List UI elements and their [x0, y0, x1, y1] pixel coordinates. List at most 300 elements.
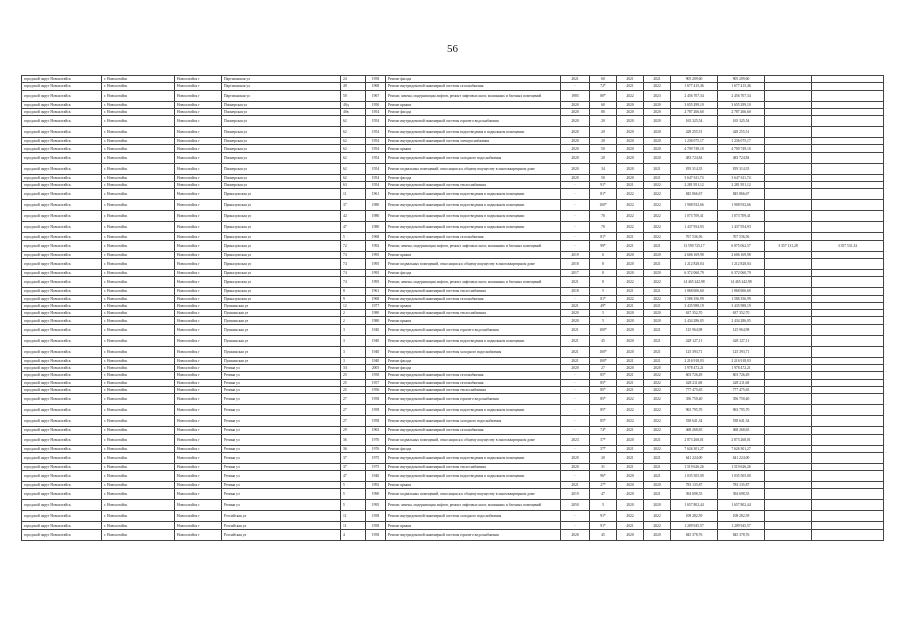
local-cost-cell: [812, 511, 884, 522]
wear-percent-cell: 85*: [590, 394, 617, 405]
build-year-cell: 1980: [366, 200, 386, 211]
end-year-cell: 2020: [644, 310, 671, 317]
regional-cost-cell: [765, 463, 812, 470]
locality-cell: г. Новоалтайск: [102, 211, 175, 222]
house-number-cell: 11: [341, 189, 366, 200]
total-cost-cell: 3 647 611,74: [671, 174, 718, 181]
last-repair-year-cell: 2023: [561, 434, 590, 445]
build-year-cell: 1958: [366, 76, 386, 83]
build-year-cell: 1961: [366, 288, 386, 295]
locality-cell: г. Новоалтайск: [102, 317, 175, 324]
municipality-cell: городской округ Новоалтайск: [22, 152, 102, 163]
wear-percent-cell: 57*: [590, 445, 617, 452]
local-cost-cell: [812, 445, 884, 452]
build-year-cell: 1954: [366, 116, 386, 127]
work-type-cell: Ремонт внутридомовой инженерной системы теплоснабжения: [386, 288, 561, 295]
settlement-cell: Новоалтайск г: [175, 145, 222, 152]
end-year-cell: 2021: [644, 302, 671, 309]
local-cost-cell: [812, 76, 884, 83]
build-year-cell: 1975: [366, 452, 386, 463]
work-type-cell: Ремонт внутридомовой инженерной системы водоотведения в подвальном помещении: [386, 127, 561, 138]
end-year-cell: 2022: [644, 386, 671, 393]
table-row: [22, 200, 884, 211]
total-cost-cell: 2 281 951,12: [671, 182, 718, 189]
regional-cost-cell: [765, 394, 812, 405]
regional-cost-cell: [765, 379, 812, 386]
wear-percent-cell: 8: [590, 277, 617, 288]
house-number-cell: 3: [341, 335, 366, 346]
local-cost-cell: [812, 529, 884, 540]
locality-cell: г. Новоалтайск: [102, 108, 175, 115]
end-year-cell: 2022: [644, 211, 671, 222]
work-type-cell: Ремонт фасада: [386, 365, 561, 372]
total-cost-cell: 819 314,35: [671, 163, 718, 174]
regional-cost-cell: [765, 83, 812, 90]
last-repair-year-cell: -: [561, 471, 590, 482]
work-type-cell: Ремонт внутридомовой инженерной системы холодного водоснабжения: [386, 511, 561, 522]
work-type-cell: Ремонт внутридомовой инженерной системы водоотведения в подвальном помещении: [386, 189, 561, 200]
municipality-cell: городской округ Новоалтайск: [22, 379, 102, 386]
end-year-cell: 2022: [644, 416, 671, 427]
last-repair-year-cell: -: [561, 394, 590, 405]
total-cost-cell: 394 698,35: [671, 489, 718, 500]
settlement-cell: Новоалтайск г: [175, 189, 222, 200]
table-row: [22, 152, 884, 163]
house-number-cell: 29: [341, 427, 366, 434]
fund-cost-cell: 1 073 709,41: [718, 211, 765, 222]
build-year-cell: 1995: [366, 269, 386, 276]
table-row: [22, 317, 884, 324]
work-type-cell: Ремонт фасада: [386, 174, 561, 181]
settlement-cell: Новоалтайск г: [175, 416, 222, 427]
settlement-cell: Новоалтайск г: [175, 152, 222, 163]
local-cost-cell: [812, 317, 884, 324]
house-number-cell: 24: [341, 76, 366, 83]
municipality-cell: городской округ Новоалтайск: [22, 471, 102, 482]
build-year-cell: 1977: [366, 302, 386, 309]
end-year-cell: 2022: [644, 427, 671, 434]
end-year-cell: 2020: [644, 101, 671, 108]
table-row: [22, 288, 884, 295]
total-cost-cell: 845 866,67: [671, 189, 718, 200]
regional-cost-cell: [765, 288, 812, 295]
regional-cost-cell: [765, 127, 812, 138]
build-year-cell: 1975: [366, 463, 386, 470]
regional-cost-cell: [765, 365, 812, 372]
end-year-cell: 2020: [644, 529, 671, 540]
start-year-cell: 2020: [617, 251, 644, 258]
build-year-cell: 1958: [366, 394, 386, 405]
total-cost-cell: 637 352,70: [671, 310, 718, 317]
table-row: [22, 138, 884, 145]
regional-cost-cell: [765, 108, 812, 115]
table-row: [22, 189, 884, 200]
house-number-cell: 62: [341, 138, 366, 145]
wear-percent-cell: 8: [590, 258, 617, 269]
house-number-cell: 37: [341, 452, 366, 463]
street-cell: Репина ул: [222, 434, 341, 445]
street-cell: Пушкинская ул: [222, 302, 341, 309]
work-type-cell: Ремонт, замена, модернизация лифтов, ремонт лифтовых шахт, машинных и блочных помещений: [386, 277, 561, 288]
fund-cost-cell: 2 216 918,03: [718, 357, 765, 364]
start-year-cell: 2022: [617, 90, 644, 101]
total-cost-cell: 108 282,59: [671, 511, 718, 522]
start-year-cell: 2020: [617, 471, 644, 482]
house-number-cell: 5: [341, 489, 366, 500]
start-year-cell: 2020: [617, 482, 644, 489]
wear-percent-cell: 50: [590, 145, 617, 152]
wear-percent-cell: 34: [590, 163, 617, 174]
total-cost-cell: 165 325,54: [671, 116, 718, 127]
house-number-cell: 62: [341, 174, 366, 181]
municipality-cell: городской округ Новоалтайск: [22, 452, 102, 463]
local-cost-cell: [812, 182, 884, 189]
end-year-cell: 2022: [644, 182, 671, 189]
work-type-cell: Ремонт подвальных помещений, относящихся к общему имуществу в многоквартирном доме: [386, 434, 561, 445]
total-cost-cell: 1 236 075,17: [671, 138, 718, 145]
last-repair-year-cell: 2021: [561, 302, 590, 309]
settlement-cell: Новоалтайск г: [175, 310, 222, 317]
municipality-cell: городской округ Новоалтайск: [22, 489, 102, 500]
total-cost-cell: 1 868 606,60: [671, 288, 718, 295]
fund-cost-cell: 963 795,70: [718, 405, 765, 416]
start-year-cell: 2021: [617, 452, 644, 463]
work-type-cell: Ремонт внутридомовой инженерной системы газоснабжения: [386, 295, 561, 302]
settlement-cell: Новоалтайск г: [175, 251, 222, 258]
end-year-cell: 2022: [644, 394, 671, 405]
work-type-cell: Ремонт внутридомовой инженерной системы газоснабжения: [386, 233, 561, 240]
start-year-cell: 2021: [617, 288, 644, 295]
street-cell: Репина ул: [222, 386, 341, 393]
fund-cost-cell: 6 875 062,57: [718, 240, 765, 251]
total-cost-cell: 1 073 709,41: [671, 211, 718, 222]
last-repair-year-cell: -: [561, 416, 590, 427]
municipality-cell: городской округ Новоалтайск: [22, 394, 102, 405]
municipality-cell: городской округ Новоалтайск: [22, 258, 102, 269]
municipality-cell: городской округ Новоалтайск: [22, 189, 102, 200]
fund-cost-cell: 1 586 356,99: [718, 295, 765, 302]
street-cell: Пушкинская ул: [222, 357, 341, 364]
capital-repair-table: [21, 75, 884, 541]
wear-percent-cell: 5: [590, 310, 617, 317]
street-cell: Репина ул: [222, 463, 341, 470]
house-number-cell: 62: [341, 127, 366, 138]
municipality-cell: городской округ Новоалтайск: [22, 127, 102, 138]
locality-cell: г. Новоалтайск: [102, 138, 175, 145]
work-type-cell: Ремонт подвальных помещений, относящихся к общему имуществу в многоквартирном доме: [386, 258, 561, 269]
local-cost-cell: [812, 83, 884, 90]
wear-percent-cell: 81*: [590, 233, 617, 240]
house-number-cell: 50: [341, 90, 366, 101]
build-year-cell: 1992: [366, 482, 386, 489]
municipality-cell: городской округ Новоалтайск: [22, 416, 102, 427]
street-cell: Пионерская ул: [222, 152, 341, 163]
settlement-cell: Новоалтайск г: [175, 277, 222, 288]
municipality-cell: городской округ Новоалтайск: [22, 233, 102, 240]
start-year-cell: 2020: [617, 324, 644, 335]
start-year-cell: 2020: [617, 269, 644, 276]
build-year-cell: 1954: [366, 163, 386, 174]
table-row: [22, 357, 884, 364]
table-row: [22, 211, 884, 222]
build-year-cell: 1954: [366, 174, 386, 181]
fund-cost-cell: 428 211,68: [718, 379, 765, 386]
build-year-cell: 1958: [366, 416, 386, 427]
wear-percent-cell: 5: [590, 317, 617, 324]
street-cell: Репина ул: [222, 471, 341, 482]
last-repair-year-cell: -: [561, 386, 590, 393]
street-cell: Репина ул: [222, 405, 341, 416]
house-number-cell: 2: [341, 310, 366, 317]
settlement-cell: Новоалтайск г: [175, 101, 222, 108]
wear-percent-cell: 27: [590, 365, 617, 372]
house-number-cell: 74: [341, 258, 366, 269]
fund-cost-cell: 1 908 932,66: [718, 200, 765, 211]
settlement-cell: Новоалтайск г: [175, 127, 222, 138]
wear-percent-cell: 8: [590, 269, 617, 276]
local-cost-cell: [812, 416, 884, 427]
local-cost-cell: [812, 101, 884, 108]
street-cell: Репина ул: [222, 445, 341, 452]
regional-cost-cell: [765, 269, 812, 276]
locality-cell: г. Новоалтайск: [102, 427, 175, 434]
municipality-cell: городской округ Новоалтайск: [22, 511, 102, 522]
house-number-cell: 37: [341, 200, 366, 211]
settlement-cell: Новоалтайск г: [175, 522, 222, 529]
municipality-cell: городской округ Новоалтайск: [22, 269, 102, 276]
last-repair-year-cell: 2020: [561, 174, 590, 181]
work-type-cell: Ремонт фасада: [386, 445, 561, 452]
build-year-cell: 2005: [366, 365, 386, 372]
municipality-cell: городской округ Новоалтайск: [22, 346, 102, 357]
table-row: [22, 174, 884, 181]
end-year-cell: 2021: [644, 258, 671, 269]
start-year-cell: 2020: [617, 116, 644, 127]
regional-cost-cell: [765, 251, 812, 258]
street-cell: Российская ул: [222, 529, 341, 540]
regional-cost-cell: [765, 405, 812, 416]
municipality-cell: городской округ Новоалтайск: [22, 522, 102, 529]
table-row: [22, 277, 884, 288]
work-type-cell: Ремонт подвальных помещений, относящихся к общему имуществу в многоквартирном доме: [386, 489, 561, 500]
last-repair-year-cell: -: [561, 295, 590, 302]
street-cell: Прикалужская ул: [222, 258, 341, 269]
local-cost-cell: [812, 277, 884, 288]
total-cost-cell: 14 465 242,98: [671, 277, 718, 288]
street-cell: Российская ул: [222, 511, 341, 522]
work-type-cell: Ремонт внутридомовой инженерной системы водоотведения в подвальном помещении: [386, 211, 561, 222]
fund-cost-cell: 767 536,56: [718, 233, 765, 240]
last-repair-year-cell: 2020: [561, 116, 590, 127]
end-year-cell: 2020: [644, 500, 671, 511]
table-row: [22, 90, 884, 101]
work-type-cell: Ремонт внутридомовой инженерной системы горячего водоснабжения: [386, 529, 561, 540]
locality-cell: г. Новоалтайск: [102, 251, 175, 258]
table-row: [22, 76, 884, 83]
end-year-cell: 2022: [644, 522, 671, 529]
last-repair-year-cell: -: [561, 182, 590, 189]
start-year-cell: 2021: [617, 357, 644, 364]
house-number-cell: 4: [341, 529, 366, 540]
wear-percent-cell: 81*: [590, 189, 617, 200]
total-cost-cell: 483 724,84: [671, 152, 718, 163]
table-row: [22, 471, 884, 482]
settlement-cell: Новоалтайск г: [175, 346, 222, 357]
house-number-cell: 12: [341, 302, 366, 309]
start-year-cell: 2021: [617, 372, 644, 379]
locality-cell: г. Новоалтайск: [102, 90, 175, 101]
wear-percent-cell: 20: [590, 116, 617, 127]
house-number-cell: 74: [341, 251, 366, 258]
table-row: [22, 346, 884, 357]
total-cost-cell: 1 908 932,66: [671, 200, 718, 211]
table-row: [22, 365, 884, 372]
locality-cell: г. Новоалтайск: [102, 152, 175, 163]
start-year-cell: 2021: [617, 240, 644, 251]
fund-cost-cell: 2 787 266,60: [718, 108, 765, 115]
local-cost-cell: [812, 145, 884, 152]
locality-cell: г. Новоалтайск: [102, 529, 175, 540]
settlement-cell: Новоалтайск г: [175, 258, 222, 269]
local-cost-cell: [812, 482, 884, 489]
end-year-cell: 2021: [644, 357, 671, 364]
house-number-cell: 62: [341, 163, 366, 174]
start-year-cell: 2020: [617, 258, 644, 269]
locality-cell: г. Новоалтайск: [102, 163, 175, 174]
build-year-cell: 1958: [366, 522, 386, 529]
table-row: [22, 258, 884, 269]
fund-cost-cell: 2 434 286,05: [718, 317, 765, 324]
wear-percent-cell: 74*: [590, 427, 617, 434]
fund-cost-cell: 641 224,00: [718, 452, 765, 463]
work-type-cell: Ремонт внутридомовой инженерной системы электроснабжения: [386, 138, 561, 145]
municipality-cell: городской округ Новоалтайск: [22, 163, 102, 174]
table-row: [22, 269, 884, 276]
table-row: [22, 416, 884, 427]
wear-percent-cell: 72*: [590, 83, 617, 90]
last-repair-year-cell: 2020: [561, 463, 590, 470]
house-number-cell: 5: [341, 482, 366, 489]
settlement-cell: Новоалтайск г: [175, 482, 222, 489]
street-cell: Пионерская ул: [222, 116, 341, 127]
street-cell: Репина ул: [222, 365, 341, 372]
regional-cost-cell: [765, 200, 812, 211]
local-cost-cell: [812, 108, 884, 115]
fund-cost-cell: 819 314,35: [718, 163, 765, 174]
table-row: [22, 482, 884, 489]
fund-cost-cell: 3 655 299,10: [718, 101, 765, 108]
regional-cost-cell: [765, 174, 812, 181]
table-row: [22, 302, 884, 309]
house-number-cell: 40д: [341, 101, 366, 108]
street-cell: Прикалужская ул: [222, 277, 341, 288]
build-year-cell: 1958: [366, 511, 386, 522]
locality-cell: г. Новоалтайск: [102, 310, 175, 317]
work-type-cell: Ремонт крыши: [386, 302, 561, 309]
total-cost-cell: 783 135,87: [671, 482, 718, 489]
locality-cell: г. Новоалтайск: [102, 372, 175, 379]
regional-cost-cell: [765, 295, 812, 302]
house-number-cell: 74: [341, 269, 366, 276]
locality-cell: г. Новоалтайск: [102, 471, 175, 482]
end-year-cell: 2021: [644, 489, 671, 500]
local-cost-cell: [812, 222, 884, 233]
house-number-cell: 27: [341, 416, 366, 427]
locality-cell: г. Новоалтайск: [102, 416, 175, 427]
build-year-cell: 1980: [366, 317, 386, 324]
local-cost-cell: [812, 405, 884, 416]
total-cost-cell: 905 209,60: [671, 76, 718, 83]
wear-percent-cell: 100*: [590, 346, 617, 357]
start-year-cell: 2020: [617, 434, 644, 445]
regional-cost-cell: [765, 357, 812, 364]
house-number-cell: 3: [341, 324, 366, 335]
build-year-cell: 1958: [366, 405, 386, 416]
total-cost-cell: 767 536,56: [671, 233, 718, 240]
end-year-cell: 2021: [644, 471, 671, 482]
wear-percent-cell: 70: [590, 222, 617, 233]
local-cost-cell: [812, 500, 884, 511]
local-cost-cell: [812, 116, 884, 127]
start-year-cell: 2022: [617, 189, 644, 200]
total-cost-cell: 1 437 954,93: [671, 222, 718, 233]
wear-percent-cell: 80: [590, 108, 617, 115]
street-cell: Прикалужская ул: [222, 288, 341, 295]
wear-percent-cell: 100*: [590, 200, 617, 211]
locality-cell: г. Новоалтайск: [102, 489, 175, 500]
house-number-cell: 11: [341, 522, 366, 529]
local-cost-cell: [812, 357, 884, 364]
table-row: [22, 489, 884, 500]
last-repair-year-cell: -: [561, 372, 590, 379]
build-year-cell: 1958: [366, 372, 386, 379]
total-cost-cell: 1 586 356,99: [671, 295, 718, 302]
last-repair-year-cell: -: [561, 379, 590, 386]
last-repair-year-cell: -: [561, 83, 590, 90]
fund-cost-cell: 1 978 472,21: [718, 365, 765, 372]
table-row: [22, 335, 884, 346]
fund-cost-cell: 845 378,76: [718, 529, 765, 540]
settlement-cell: Новоалтайск г: [175, 302, 222, 309]
build-year-cell: 1967: [366, 90, 386, 101]
fund-cost-cell: 483 724,84: [718, 152, 765, 163]
regional-cost-cell: 3 357 131,28: [765, 240, 812, 251]
end-year-cell: 2021: [644, 463, 671, 470]
last-repair-year-cell: 2020: [561, 101, 590, 108]
table-row: [22, 452, 884, 463]
total-cost-cell: 1 209 945,57: [671, 522, 718, 529]
house-number-cell: 49: [341, 83, 366, 90]
total-cost-cell: 3 435 988,19: [671, 302, 718, 309]
start-year-cell: 2020: [617, 346, 644, 357]
wear-percent-cell: 85*: [590, 372, 617, 379]
build-year-cell: 1940: [366, 346, 386, 357]
last-repair-year-cell: 2050: [561, 500, 590, 511]
build-year-cell: 1995: [366, 500, 386, 511]
wear-percent-cell: 31: [590, 463, 617, 470]
local-cost-cell: [812, 463, 884, 470]
total-cost-cell: 603 726,49: [671, 372, 718, 379]
start-year-cell: 2021: [617, 379, 644, 386]
fund-cost-cell: 1 657 802,44: [718, 500, 765, 511]
locality-cell: г. Новоалтайск: [102, 76, 175, 83]
wear-percent-cell: 100*: [590, 324, 617, 335]
start-year-cell: 2022: [617, 416, 644, 427]
work-type-cell: Ремонт внутридомовой инженерной системы водоотведения в подвальном помещении: [386, 335, 561, 346]
locality-cell: г. Новоалтайск: [102, 174, 175, 181]
settlement-cell: Новоалтайск г: [175, 269, 222, 276]
total-cost-cell: 2 606 169,98: [671, 251, 718, 258]
